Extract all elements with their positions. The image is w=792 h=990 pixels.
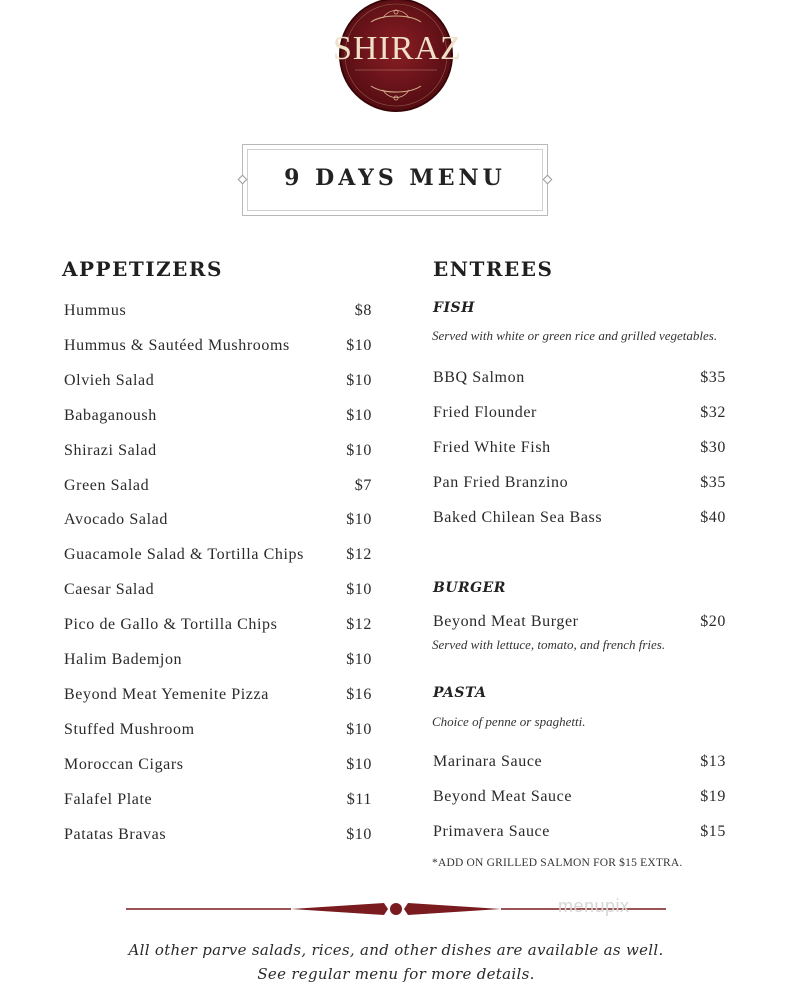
menu-item bbox=[64, 686, 372, 708]
menu-item-price: $20 bbox=[700, 613, 726, 630]
menu-item-name: Pico de Gallo & Tortilla Chips bbox=[64, 616, 278, 634]
menu-title: 9 DAYS MENU bbox=[284, 165, 506, 191]
menu-item-price: $13 bbox=[700, 753, 726, 770]
menu-item-name: Pan Fried Branzino bbox=[433, 474, 569, 491]
brand-name: SHIRAZ bbox=[333, 30, 462, 67]
menu-item-price: $35 bbox=[700, 474, 726, 491]
menu-item-name: Guacamole Salad & Tortilla Chips bbox=[64, 546, 304, 564]
menu-item bbox=[64, 372, 372, 394]
menu-item bbox=[64, 581, 372, 603]
menu-item-price: $32 bbox=[700, 404, 726, 421]
menu-item bbox=[433, 823, 726, 845]
menu-item-price: $8 bbox=[354, 302, 372, 319]
menu-item-name: Avocado Salad bbox=[64, 511, 168, 529]
menu-item-name: Marinara Sauce bbox=[433, 753, 543, 770]
menu-item bbox=[64, 302, 372, 324]
menu-item-name: Babaganoush bbox=[64, 406, 157, 424]
menu-item-name: Primavera Sauce bbox=[433, 823, 550, 840]
menu-item-price: $30 bbox=[700, 439, 726, 456]
menu-item-name: Baked Chilean Sea Bass bbox=[433, 509, 603, 526]
watermark: menupix bbox=[558, 896, 630, 916]
menu-item bbox=[64, 511, 372, 533]
menu-item bbox=[433, 404, 726, 426]
menu-item-name: Halim Bademjon bbox=[64, 651, 183, 668]
menu-item-price: $10 bbox=[346, 755, 372, 773]
menu-item bbox=[64, 826, 372, 848]
menu-item bbox=[64, 756, 372, 778]
menu-item bbox=[64, 337, 372, 359]
menu-item-name: Beyond Meat Sauce bbox=[433, 788, 573, 805]
menu-item-name: Hummus & Sautéed Mushrooms bbox=[64, 336, 290, 354]
menu-item-name: Beyond Meat Yemenite Pizza bbox=[64, 685, 269, 703]
menu-item bbox=[64, 791, 372, 813]
menu-item-price: $10 bbox=[346, 720, 372, 738]
menu-item-name: Hummus bbox=[64, 302, 127, 319]
menu-item-price: $15 bbox=[700, 823, 726, 840]
menu-item-price: $10 bbox=[346, 336, 372, 354]
menu-item bbox=[64, 721, 372, 743]
menu-item-name: Falafel Plate bbox=[64, 790, 153, 808]
menu-item-price: $16 bbox=[346, 685, 372, 703]
menu-item-price: $10 bbox=[346, 406, 372, 424]
menu-item-name: Fried White Fish bbox=[433, 439, 551, 456]
footer-line-1: All other parve salads, rices, and other dishes are available as well. bbox=[128, 941, 664, 959]
shiraz-logo bbox=[333, 0, 462, 113]
menu-item-name: Olvieh Salad bbox=[64, 371, 155, 389]
menu-item-price: $10 bbox=[346, 511, 372, 529]
menu-item bbox=[64, 546, 372, 568]
salmon-addon-note: *ADD ON GRILLED SALMON FOR $15 EXTRA. bbox=[432, 857, 683, 869]
footer-line-2: See regular menu for more details. bbox=[257, 965, 535, 983]
menu-item-price: $10 bbox=[346, 825, 372, 843]
menu-item bbox=[64, 616, 372, 638]
menu-item bbox=[433, 788, 726, 810]
menu-item-price: $40 bbox=[700, 509, 726, 526]
menu-item-price: $19 bbox=[700, 788, 726, 805]
menu-item-name: Patatas Bravas bbox=[64, 825, 167, 843]
appetizers-heading: APPETIZERS bbox=[62, 257, 223, 281]
menu-item bbox=[433, 613, 726, 635]
menu-item-price: $10 bbox=[346, 441, 372, 459]
entrees-heading: ENTREES bbox=[433, 257, 554, 281]
menu-item-name: BBQ Salmon bbox=[433, 369, 525, 386]
menu-item-name: Shirazi Salad bbox=[64, 441, 157, 459]
fish-heading: FISH bbox=[433, 300, 475, 316]
menu-item bbox=[433, 474, 726, 496]
menu-title-frame bbox=[242, 144, 548, 216]
menu-item-price: $10 bbox=[346, 651, 372, 668]
menu-item-price: $10 bbox=[346, 581, 372, 599]
menu-item bbox=[433, 753, 726, 775]
menu-item-price: $12 bbox=[346, 616, 372, 634]
menu-item-name: Beyond Meat Burger bbox=[433, 613, 579, 630]
menu-item bbox=[433, 439, 726, 461]
pasta-heading: PASTA bbox=[433, 685, 487, 701]
menu-item bbox=[433, 369, 726, 391]
fish-note: Served with white or green rice and grilled vegetables. bbox=[432, 328, 718, 343]
menu-item-name: Stuffed Mushroom bbox=[64, 720, 195, 738]
burger-note: Served with lettuce, tomato, and french fries. bbox=[432, 637, 666, 652]
pasta-note: Choice of penne or spaghetti. bbox=[432, 714, 586, 729]
menu-item-price: $12 bbox=[346, 546, 372, 564]
menu-item-name: Moroccan Cigars bbox=[64, 755, 184, 773]
menu-item-price: $11 bbox=[346, 790, 372, 808]
menu-item bbox=[64, 407, 372, 429]
menu-item bbox=[64, 651, 372, 673]
menu-item-name: Green Salad bbox=[64, 476, 150, 494]
menu-item-price: $35 bbox=[700, 369, 726, 386]
menu-item-name: Fried Flounder bbox=[433, 404, 537, 421]
menu-item-price: $10 bbox=[346, 371, 372, 389]
burger-heading: BURGER bbox=[433, 580, 506, 596]
menu-item bbox=[64, 442, 372, 464]
menu-item-price: $7 bbox=[354, 476, 372, 494]
menu-item bbox=[64, 477, 372, 499]
menu-item-name: Caesar Salad bbox=[64, 581, 155, 599]
menu-item bbox=[433, 509, 726, 531]
